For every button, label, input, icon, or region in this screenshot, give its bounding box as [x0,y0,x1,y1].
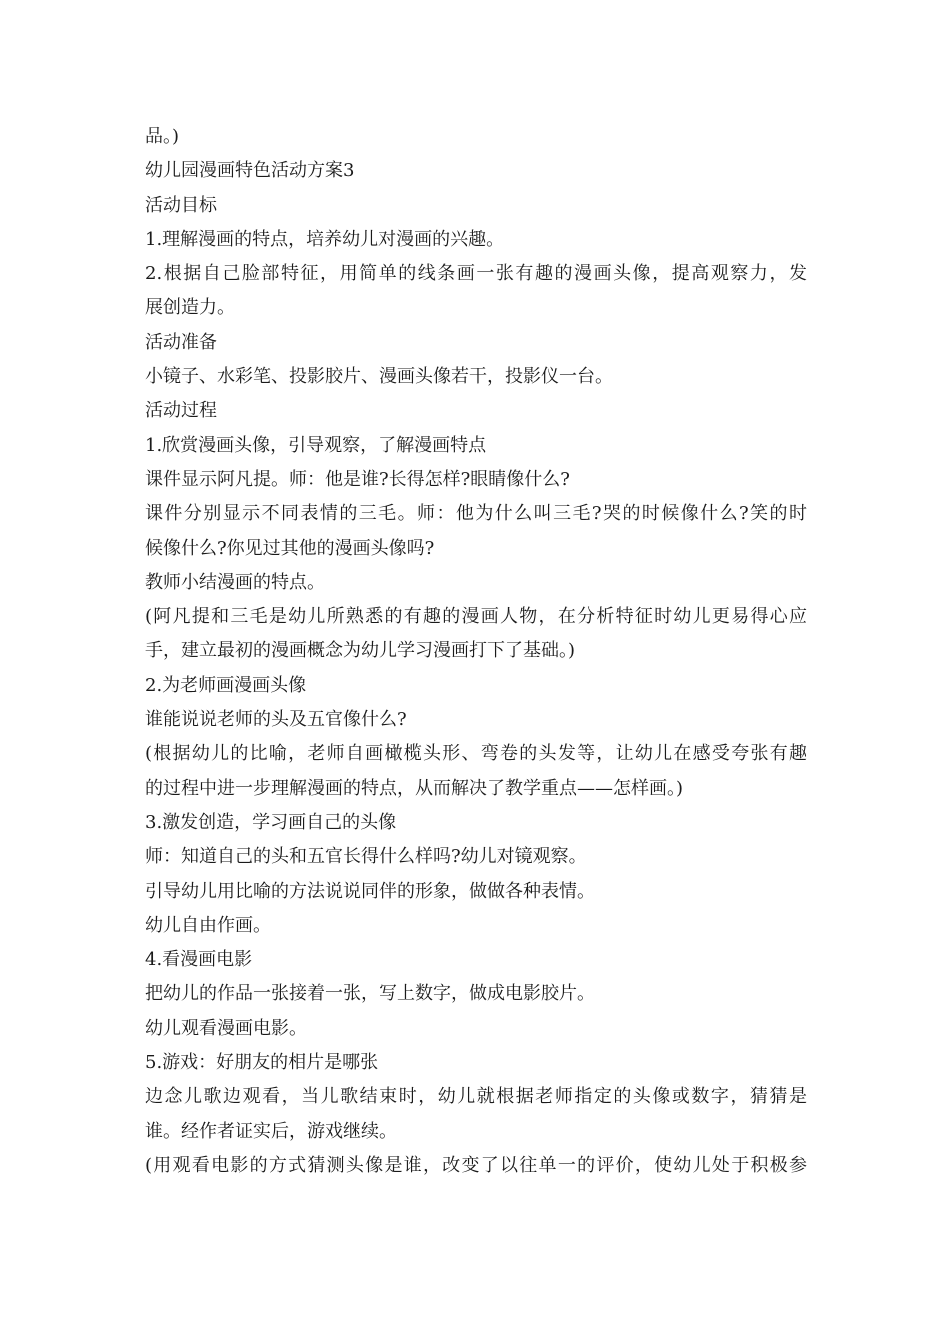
text-line: 1.欣赏漫画头像，引导观察，了解漫画特点 [145,434,487,456]
text-line: 2.根据自己脸部特征，用简单的线条画一张有趣的漫画头像，提高观察力，发 [145,263,807,285]
text-line: 谁能说说老师的头及五官像什么? [145,709,407,731]
text-line: 1.理解漫画的特点，培养幼儿对漫画的兴趣。 [145,228,505,250]
text-line: (阿凡提和三毛是幼儿所熟悉的有趣的漫画人物，在分析特征时幼儿更易得心应 [145,606,807,628]
text-line: 课件分别显示不同表情的三毛。师：他为什么叫三毛?哭的时候像什么?笑的时 [145,503,807,525]
text-line: 引导幼儿用比喻的方法说说同伴的形象，做做各种表情。 [145,880,595,902]
text-line: 手，建立最初的漫画概念为幼儿学习漫画打下了基础。) [145,640,576,662]
text-line: 小镜子、水彩笔、投影胶片、漫画头像若干，投影仪一台。 [145,366,613,388]
text-line: 2.为老师画漫画头像 [145,674,307,696]
text-line: 3.激发创造，学习画自己的头像 [145,811,397,833]
text-line: 的过程中进一步理解漫画的特点，从而解决了教学重点——怎样画。) [145,777,684,799]
text-line: (根据幼儿的比喻，老师自画橄榄头形、弯卷的头发等，让幼儿在感受夸张有趣 [145,743,807,765]
text-line: 展创造力。 [145,297,235,319]
text-line: 幼儿自由作画。 [145,914,271,936]
text-line: 课件显示阿凡提。师：他是谁?长得怎样?眼睛像什么? [145,468,570,490]
text-line: 边念儿歌边观看，当儿歌结束时，幼儿就根据老师指定的头像或数字，猜猜是 [145,1086,807,1108]
text-line: 教师小结漫画的特点。 [145,571,325,593]
document-body [145,120,807,1183]
text-line: 4.看漫画电影 [145,949,253,971]
text-line: 师：知道自己的头和五官长得什么样吗?幼儿对镜观察。 [145,846,587,868]
text-line: 把幼儿的作品一张接着一张，写上数字，做成电影胶片。 [145,983,595,1005]
text-line: 活动目标 [145,194,217,216]
text-line: 品。) [145,126,180,147]
text-line: 幼儿园漫画特色活动方案3 [145,160,355,182]
text-line: 幼儿观看漫画电影。 [145,1017,307,1039]
text-line: (用观看电影的方式猜测头像是谁，改变了以往单一的评价，使幼儿处于积极参 [145,1154,807,1176]
text-line: 活动过程 [145,400,217,422]
text-line: 谁。经作者证实后，游戏继续。 [145,1120,397,1142]
text-line: 5.游戏：好朋友的相片是哪张 [145,1052,379,1074]
text-line: 候像什么?你见过其他的漫画头像吗? [145,537,435,559]
text-line: 活动准备 [145,331,217,353]
